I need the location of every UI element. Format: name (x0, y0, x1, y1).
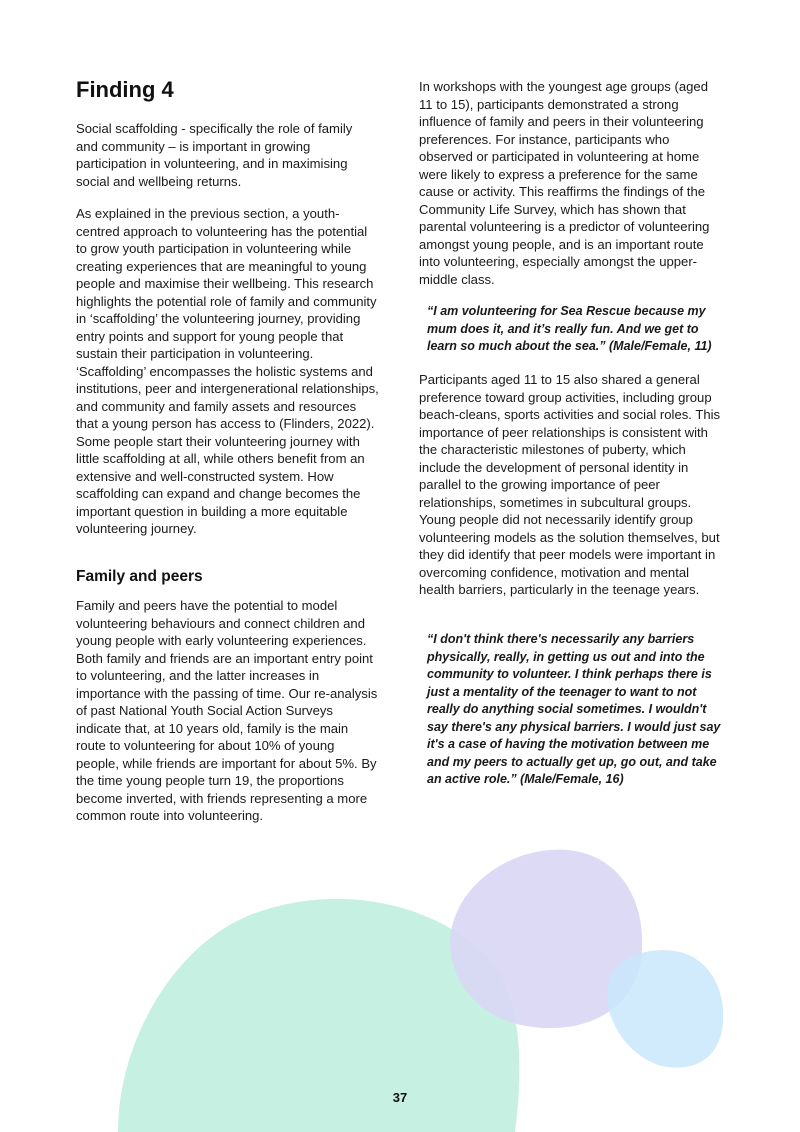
section-subheading: Family and peers (76, 568, 203, 585)
page-number: 37 (392, 1090, 408, 1105)
scaffolding-paragraph: As explained in the previous section, a youth-centred approach to volunteering has the potential to grow youth participation in volunteering while creating experiences that are meaningful to young people and maximise their wellbeing. This research highlights the potential role of family and community in ‘scaffolding’ the volunteering journey, providing entry points and support for young people that sustain their participation in volunteering. ‘Scaffolding’ encompasses the holistic systems and institutions, peer and intergenerational relationships, and community and family assets and resources that a young person has access to (Flinders, 2022). Some people start their volunteering journey with little scaffolding at all, while others benefit from an extensive and well-constructed system. How scaffolding can expand and change becomes the important question in building a more equitable volunteering journey. (76, 206, 379, 536)
group-paragraph: Participants aged 11 to 15 also shared a general preference toward group activities, including group beach-cleans, sports activities and social roles. This importance of peer relationships is consistent with the characteristic milestones of puberty, which include the development of personal identity in parallel to the growing importance of peer relationships, sometimes in subcultural groups. Young people did not necessarily identify group volunteering models as the solution themselves, but they did identify that peer models were important in overcoming confidence, motivation and mental health barriers, particularly in the teenage years. (419, 372, 721, 597)
barriers-quote: “I don't think there's necessarily any barriers physically, really, in getting us out and into the community to volunteer. I think perhaps there is just a mentality of the teenager to want to not really do anything social sometimes. I wouldn't say there's any physical barriers. I would just say it's a case of having the motivation between me and my peers to actually get up, go out, and take an active role.” (Male/Female, 16) (427, 632, 721, 786)
family-paragraph: Family and peers have the potential to model volunteering behaviours and connect children and young people with early volunteering experiences. Both family and friends are an important entry point to volunteering, and the latter increases in importance with the passing of time. Our re-analysis of past National Youth Social Action Surveys indicate that, at 10 years old, family is the main route to volunteering for about 10% of young people, while friends are important for about 5%. By the time young people turn 19, the proportions become inverted, with friends representing a more common route into volunteering. (76, 598, 378, 823)
workshops-paragraph: In workshops with the youngest age groups (aged 11 to 15), participants demonstrated a strong influence of family and peers in their volunteering preferences. For instance, participants who observed or participated in volunteering at home were likely to express a preference for the same cause or activity. This reaffirms the findings of the Community Life Survey, which has shown that parental volunteering is a predictor of volunteering amongst young people, and is an important route into volunteering, especially amongst the upper-middle class. (419, 79, 710, 287)
page-heading: Finding 4 (76, 77, 174, 102)
intro-paragraph: Social scaffolding - specifically the role of family and community – is important in growing participation in volunteering, and in maximising social and wellbeing returns. (76, 121, 353, 189)
sea-rescue-quote: “I am volunteering for Sea Rescue because my mum does it, and it’s really fun. And we get to learn so much about the sea.” (Male/Female, 11) (427, 304, 712, 353)
blue-blob-shape (607, 950, 723, 1068)
